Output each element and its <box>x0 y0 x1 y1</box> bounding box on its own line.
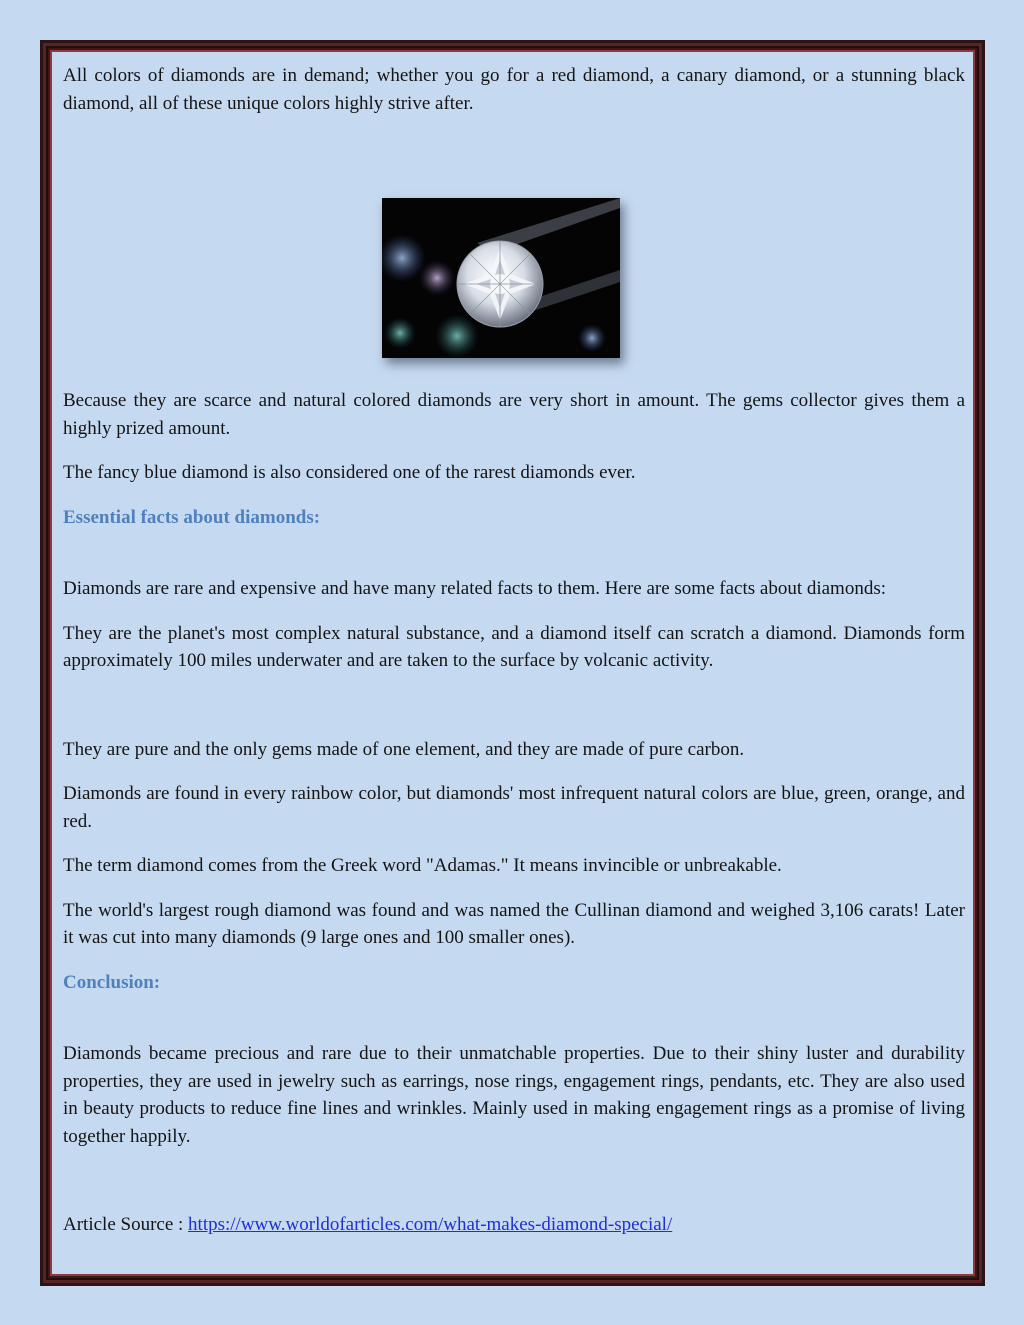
source-label: Article Source : <box>63 1214 189 1235</box>
page-border-middle <box>46 46 979 1280</box>
facts-intro-paragraph: Diamonds are rare and expensive and have many related facts to them. Here are some facts about diamonds: <box>63 578 887 599</box>
scarcity-paragraph: Because they are scarce and natural colored diamonds are very short in amount. The gems collector gives them a highly prized amount. <box>63 390 965 439</box>
conclusion-heading: Conclusion: <box>63 971 161 993</box>
fact-complex-substance: They are the planet's most complex natural substance, and a diamond itself can scratch a diamond. Diamonds form approximately 100 miles underwater and are taken to the surface by volcanic activity. <box>63 622 965 671</box>
source-link[interactable]: https://www.worldofarticles.com/what-makes-diamond-special/ <box>188 1214 673 1235</box>
diamond-photo <box>382 198 620 358</box>
fact-cullinan: The world's largest rough diamond was found and was named the Cullinan diamond and weighed 3,106 carats! Later it was cut into many diamonds (9 large ones and 100 smaller ones). <box>63 899 965 948</box>
page-area <box>50 50 975 1276</box>
article-source <box>63 1211 965 1239</box>
fact-rainbow-colors: Diamonds are found in every rainbow color, but diamonds' most infrequent natural colors are blue, green, orange, and red. <box>63 783 965 832</box>
fact-pure-carbon: They are pure and the only gems made of one element, and they are made of pure carbon. <box>63 738 745 760</box>
diamond-in-tweezers-icon <box>382 198 620 358</box>
fact-adamas: The term diamond comes from the Greek word "Adamas." It means invincible or unbreakable. <box>63 855 782 876</box>
conclusion-paragraph: Diamonds became precious and rare due to their unmatchable properties. Due to their shiny luster and durability properties, they are used in jewelry such as earrings, nose rings, engagement rings, pendants, etc. They are also used in beauty products to reduce fine lines and wrinkles. Mainly used in making engagement rings as a promise of living together happily. <box>63 1043 965 1147</box>
article-body <box>63 62 965 1239</box>
intro-paragraph: All colors of diamonds are in demand; whether you go for a red diamond, a canary diamond, or a stunning black diamond, all of these unique colors highly strive after. <box>63 65 965 114</box>
facts-heading: Essential facts about diamonds: <box>63 506 321 528</box>
figure <box>63 117 965 387</box>
page-border <box>40 40 985 1286</box>
blue-diamond-paragraph: The fancy blue diamond is also considered one of the rarest diamonds ever. <box>63 462 636 483</box>
